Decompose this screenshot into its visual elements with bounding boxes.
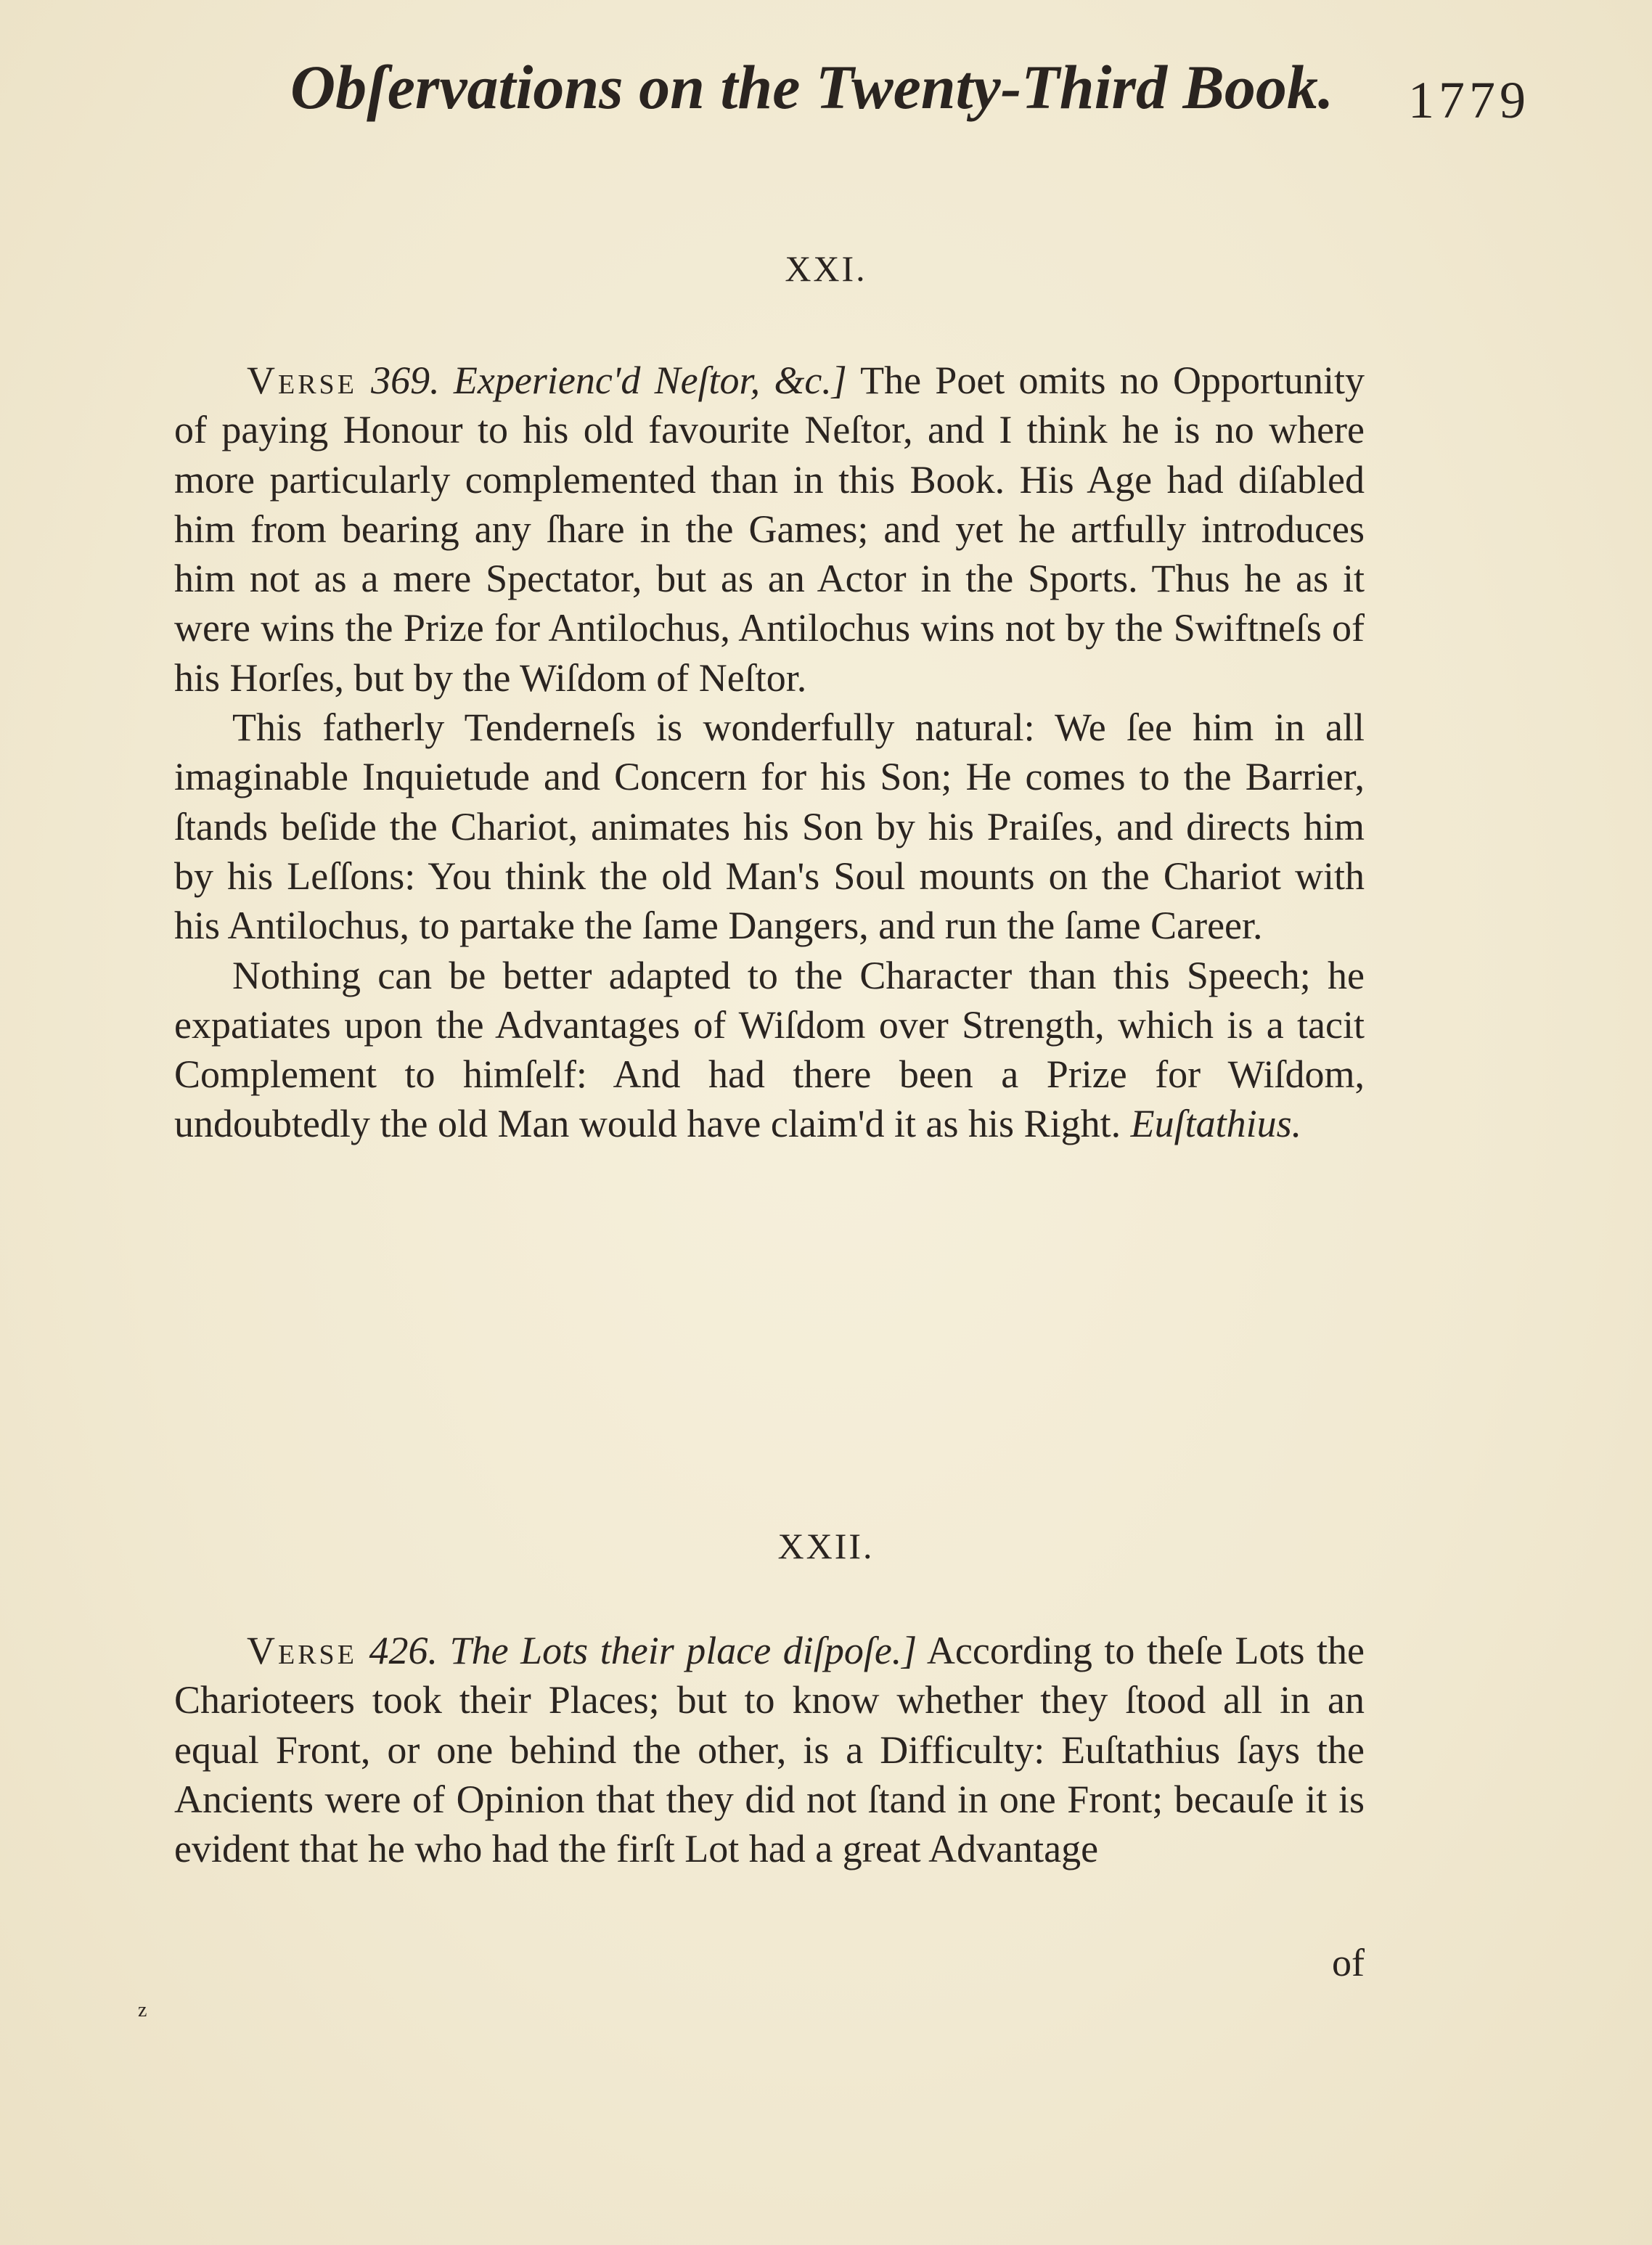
note-xxi-paragraph-3 — [174, 951, 1365, 1149]
lemma: Experienc'd Neſtor, &c.] — [453, 359, 847, 402]
paragraph-text: The Poet omits no Opportunity of paying Honour to his old favourite Neſtor, and I think he is no where more particularly complemented than in this Book. His Age had diſabled him from bearing any ſhare in the Games; and yet he artfully introduces him not as a mere Spectator, but as an Actor in the Sports. Thus he as it were wins the Prize for Antilochus, Antilochus wins not by the Swiftneſs of his Horſes, but by the Wiſdom of Neſtor. — [174, 359, 1365, 700]
signature-mark: z — [138, 1999, 147, 2021]
note-xxi — [174, 356, 1365, 1149]
verse-number: 369. — [371, 359, 440, 402]
note-xxi-paragraph-1 — [174, 356, 1365, 703]
running-head: Obſervations on the Twenty-Third Book. — [290, 52, 1334, 122]
attribution: Euſtathius. — [1130, 1102, 1302, 1146]
note-xxii-paragraph-1 — [174, 1626, 1365, 1873]
lemma: The Lots their place diſpoſe.] — [449, 1629, 917, 1672]
section-number-xxii: XXII. — [777, 1526, 875, 1566]
section-number-xxi: XXI. — [785, 248, 867, 289]
note-xxi-paragraph-2 — [174, 703, 1365, 950]
verse-label: Verse — [247, 359, 357, 402]
verse-label: Verse — [247, 1629, 357, 1672]
note-xxii — [174, 1626, 1365, 1873]
verse-number: 426. — [369, 1629, 438, 1672]
paragraph-text: This fatherly Tenderneſs is wonderfully natural: We ſee him in all imaginable Inquietude and Concern for his Son; He comes to the Barrier, ſtands beſide the Chariot, animates his Son by his Praiſes, and directs him by his Leſſons: You think the old Man's Soul mounts on the Chariot with his Antilochus, to partake the ſame Dangers, and run the ſame Career. — [174, 706, 1365, 948]
catchword: of — [1332, 1941, 1365, 1984]
paragraph-text: According to theſe Lots the Charioteers took their Places; but to know whether they ſtood all in an equal Front, or one behind the other, is a Difficulty: Euſtathius ſays the Ancients were of Opinion that they did not ſtand in one Front; becauſe it is evident that he who had the firſt Lot had a great Advantage — [174, 1629, 1365, 1871]
page-number: 1779 — [1408, 71, 1530, 129]
paragraph-text: Nothing can be better adapted to the Character than this Speech; he expatiates upon the Advantages of Wiſdom over Strength, which is a tacit Complement to himſelf: And had there been a Prize for Wiſdom, undoubtedly the old Man would have claim'd it as his Right. — [174, 953, 1365, 1146]
